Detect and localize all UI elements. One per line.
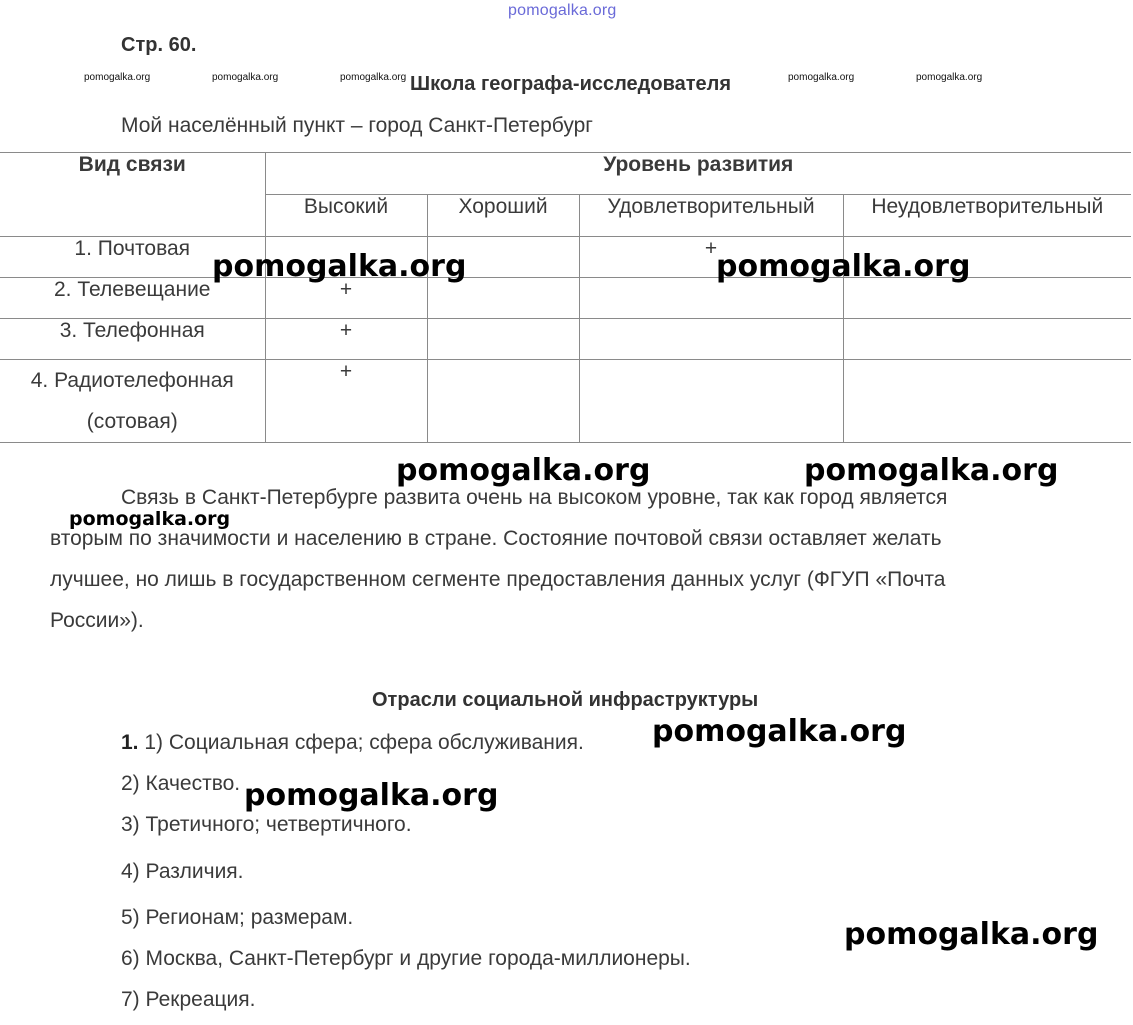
watermark-large: pomogalka.org bbox=[844, 917, 1099, 952]
mark-cell bbox=[427, 360, 579, 443]
answer-item: 7) Рекреация. bbox=[121, 988, 256, 1011]
watermark-small: pomogalka.org bbox=[212, 72, 279, 83]
watermark-large: pomogalka.org bbox=[716, 249, 971, 284]
paragraph-line: лучшее, но лишь в государственном сегменте предоставления данных услуг (ФГУП «Почта bbox=[50, 568, 946, 591]
mark-cell: + bbox=[265, 278, 427, 319]
mark-cell bbox=[843, 360, 1131, 443]
answer-item: 6) Москва, Санкт-Петербург и другие города-миллионеры. bbox=[121, 947, 691, 970]
answer-item: 3) Третичного; четвертичного. bbox=[121, 813, 412, 836]
watermark-large: pomogalka.org bbox=[396, 453, 651, 488]
row-type bbox=[0, 360, 265, 443]
subtitle: Мой населённый пункт – город Санкт-Петербург bbox=[121, 114, 593, 137]
mark-cell bbox=[843, 319, 1131, 360]
level-satisfactory: Удовлетворительный bbox=[579, 195, 843, 237]
communications-table bbox=[0, 152, 1131, 443]
level-good: Хороший bbox=[427, 195, 579, 237]
answer-item bbox=[121, 731, 584, 755]
paragraph-line: России»). bbox=[50, 609, 144, 632]
answer-item: 5) Регионам; размерам. bbox=[121, 906, 354, 929]
mark-cell: + bbox=[579, 237, 843, 278]
task-number: 1. bbox=[121, 731, 139, 754]
col-header-type: Вид связи bbox=[0, 153, 265, 237]
watermark-large: pomogalka.org bbox=[804, 453, 1059, 488]
watermark-large: pomogalka.org bbox=[652, 714, 907, 749]
col-header-level: Уровень развития bbox=[265, 153, 1131, 195]
table-row bbox=[0, 360, 1131, 443]
answer-item: 2) Качество. bbox=[121, 772, 241, 795]
row-type: 2. Телевещание bbox=[0, 278, 265, 319]
watermark-medium: pomogalka.org bbox=[69, 508, 231, 530]
row-type-line1: 4. Радиотелефонная bbox=[30, 369, 234, 392]
level-high: Высокий bbox=[265, 195, 427, 237]
answer-text: 1) Социальная сфера; сфера обслуживания. bbox=[144, 731, 584, 754]
page-reference: Стр. 60. bbox=[121, 34, 197, 56]
row-type: 3. Телефонная bbox=[0, 319, 265, 360]
watermark-top: pomogalka.org bbox=[508, 2, 617, 19]
mark-cell: + bbox=[265, 360, 427, 443]
watermark-small: pomogalka.org bbox=[916, 72, 983, 83]
watermark-large: pomogalka.org bbox=[212, 249, 467, 284]
row-type: 1. Почтовая bbox=[0, 237, 265, 278]
watermark-small: pomogalka.org bbox=[788, 72, 855, 83]
section-title: Школа географа-исследователя bbox=[410, 73, 732, 95]
row-type-line2: (сотовая) bbox=[86, 410, 178, 433]
answer-item: 4) Различия. bbox=[121, 860, 244, 883]
level-unsatisfactory: Неудовлетворительный bbox=[843, 195, 1131, 237]
mark-cell bbox=[427, 319, 579, 360]
watermark-small: pomogalka.org bbox=[340, 72, 407, 83]
table-row bbox=[0, 319, 1131, 360]
paragraph-line: вторым по значимости и населению в стране. Состояние почтовой связи оставляет желать bbox=[50, 527, 942, 550]
watermark-large: pomogalka.org bbox=[244, 778, 499, 813]
mark-cell bbox=[579, 360, 843, 443]
mark-cell bbox=[579, 319, 843, 360]
mark-cell: + bbox=[265, 319, 427, 360]
social-infrastructure-heading: Отрасли социальной инфраструктуры bbox=[372, 689, 759, 711]
paragraph-line: Связь в Санкт-Петербурге развита очень на высоком уровне, так как город является bbox=[121, 486, 948, 509]
watermark-small: pomogalka.org bbox=[84, 72, 151, 83]
